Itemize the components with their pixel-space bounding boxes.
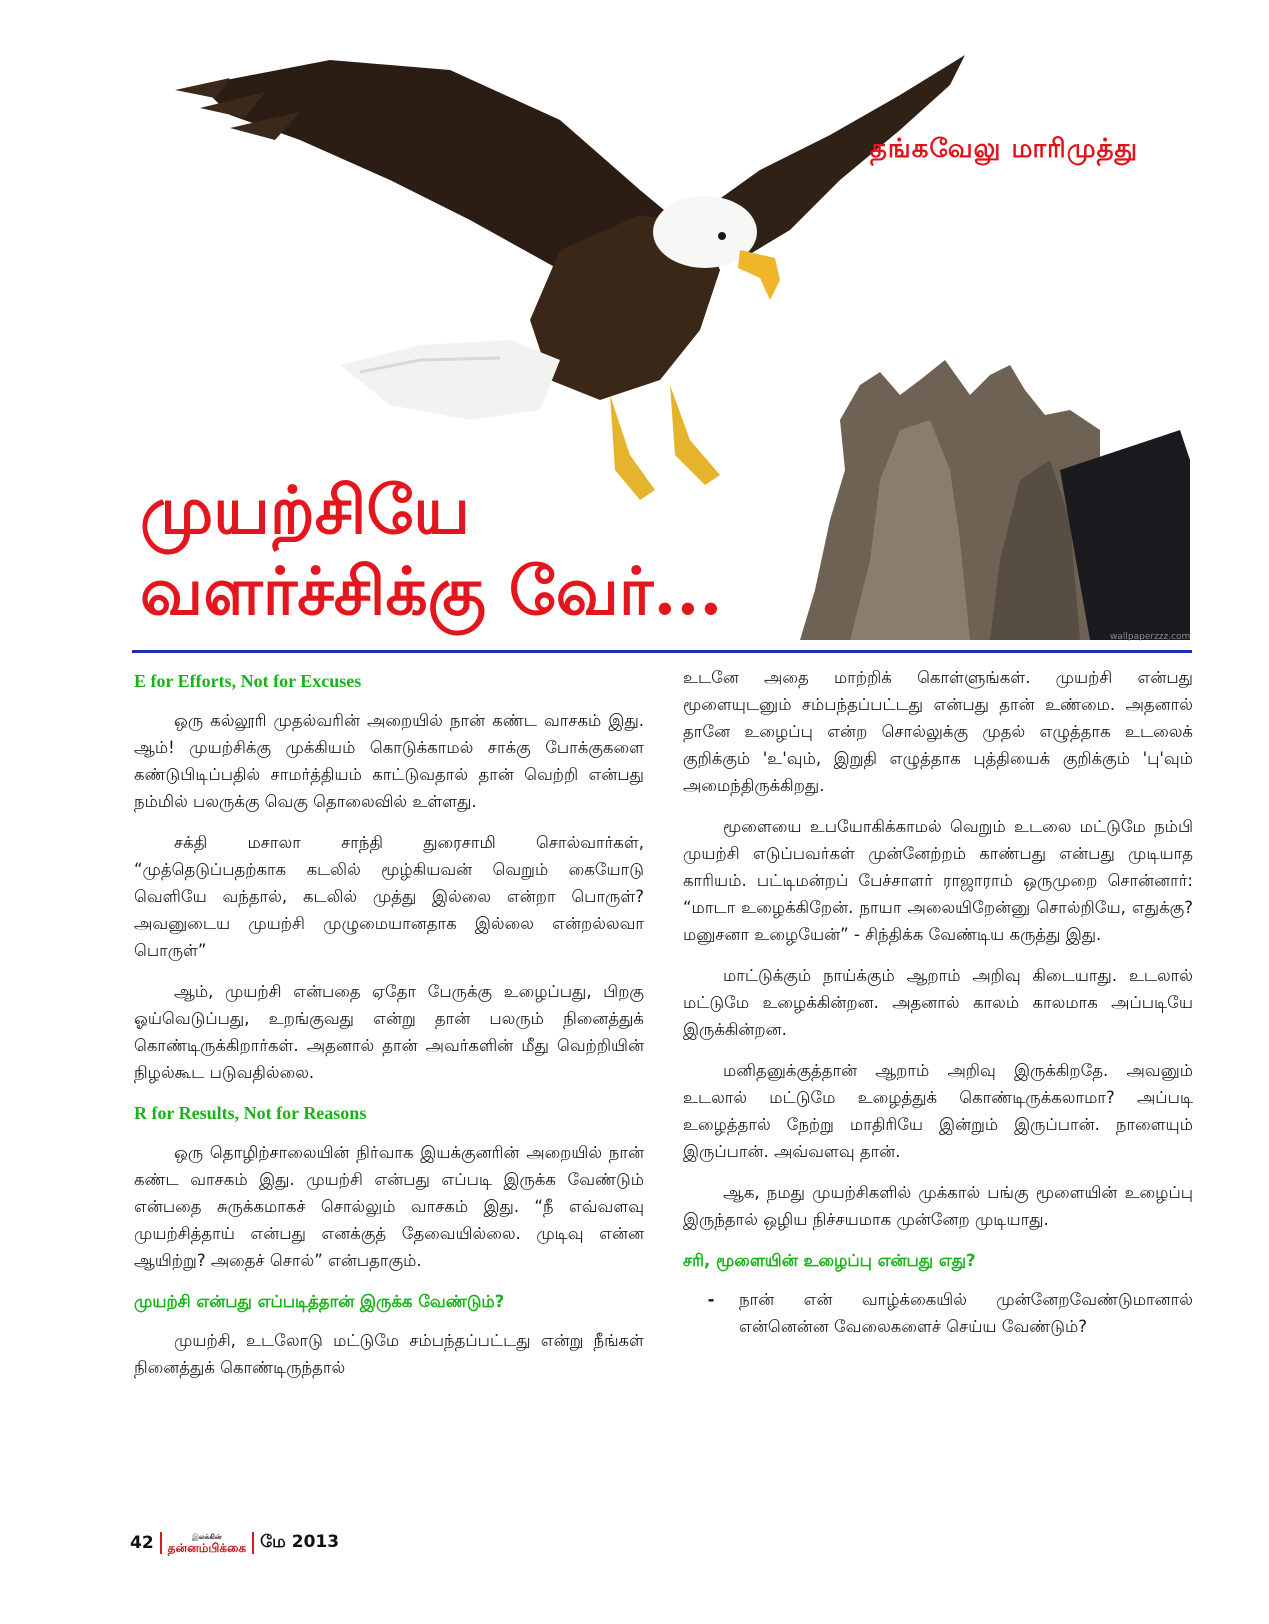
footer-divider: [252, 1532, 254, 1554]
subheading-efforts: E for Efforts, Not for Excuses: [134, 671, 362, 691]
tree-stump: [800, 360, 1190, 640]
title-divider: [132, 650, 1192, 653]
magazine-name: தன்னம்பிக்கை: [167, 1541, 247, 1555]
subheading-brain-work: சரி, மூளையின் உழைப்பு என்பது எது?: [683, 1251, 976, 1270]
bullet-dash: -: [707, 1290, 715, 1309]
paragraph: உடனே அதை மாற்றிக் கொள்ளுங்கள். முயற்சி என்பது மூளையுடனும் சம்பந்தப்பட்டது என்பது தான் உண்மை. அதனால் தானே உழைப்பு என்ற சொல்லுக்கு முதல் எழுத்தாக உடலைக் குறிக்கும் 'உ'வும், இறுதி எழுத்தாக புத்தியைக் குறிக்கும் 'பு'வும் அமைந்திருக்கிறது.: [683, 668, 1193, 795]
issue-date: மே 2013: [260, 1532, 340, 1552]
paragraph: ஆக, நமது முயற்சிகளில் முக்கால் பங்கு மூளையின் உழைப்பு இருந்தால் ஒழிய நிச்சயமாக முன்னேற முடியாது.: [683, 1183, 1193, 1229]
paragraph: மாட்டுக்கும் நாய்க்கும் ஆறாம் அறிவு கிடையாது. உடலால் மட்டுமே உழைக்கின்றன. அதனால் காலம் காலமாக அப்படியே இருக்கின்றன.: [683, 966, 1193, 1039]
paragraph: ஆம், முயற்சி என்பதை ஏதோ பேருக்கு உழைப்பது, பிறகு ஓய்வெடுப்பது, உறங்குவது என்று தான் பலரும் நினைத்துக் கொண்டிருக்கிறார்கள். அதனால் தான் அவர்களின் மீது வெற்றியின் நிழல்கூட படுவதில்லை.: [134, 982, 644, 1082]
subheading-question: முயற்சி என்பது எப்படித்தான் இருக்க வேண்டும்?: [134, 1292, 505, 1311]
paragraph: சக்தி மசாலா சாந்தி துரைசாமி சொல்வார்கள், “முத்தெடுப்பதற்காக கடலில் மூழ்கியவன் வெறும் கையோடு வெளியே வந்தால், கடலில் முத்து இல்லை என்றா பொருள்? அவனுடைய முயற்சி முழுமையானதாக இல்லை என்றல்லவா பொருள்”: [134, 833, 644, 960]
author-name: தங்கவேலு மாரிமுத்து: [870, 134, 1139, 164]
paragraph: ஒரு தொழிற்சாலையின் நிர்வாக இயக்குனரின் அறையில் நான் கண்ட வாசகம் இது. முயற்சி என்பது எப்படி இருக்க வேண்டும் என்பதை சுருக்கமாகச் சொல்லும் வாசகம் இது. “நீ எவ்வளவு முயற்சித்தாய் என்பது எனக்குத் தேவையில்லை. முடிவு என்ன ஆயிற்று? அதைச் சொல்” என்பதாகும்.: [134, 1143, 644, 1270]
paragraph: மூளையை உபயோகிக்காமல் வெறும் உடலை மட்டுமே நம்பி முயற்சி எடுப்பவர்கள் முன்னேற்றம் காண்பது என்பது முடியாத காரியம். பட்டிமன்றப் பேச்சாளர் ராஜாராம் ஒருமுறை சொன்னார்: “மாடா உழைக்கிறேன். நாயா அலையிறேன்னு சொல்றியே, எதுக்கு? மனுசனா உழையேன்” - சிந்திக்க வேண்டிய கருத்து இது.: [683, 817, 1193, 944]
magazine-logo: [168, 1532, 246, 1554]
hero-image: [0, 0, 1269, 660]
paragraph: முயற்சி, உடலோடு மட்டுமே சம்பந்தப்பட்டது என்று நீங்கள் நினைத்துக் கொண்டிருந்தால்: [134, 1331, 644, 1377]
page-number: 42: [130, 1533, 154, 1553]
title-line-1: முயற்சியே: [140, 471, 470, 549]
left-column: [134, 664, 644, 1395]
bullet-item: [683, 1286, 1193, 1340]
footer-divider: [160, 1532, 162, 1554]
image-credit: wallpaperzzz.com: [1110, 632, 1191, 642]
bullet-text: நான் என் வாழ்க்கையில் முன்னேறவேண்டுமானால் என்னென்ன வேலைகளைச் செய்ய வேண்டும்?: [739, 1290, 1193, 1336]
title-line-2: வளர்ச்சிக்கு வேர்...: [140, 551, 723, 630]
right-column: [683, 664, 1193, 1340]
magazine-logo-small: இலக்கின்: [192, 1533, 222, 1541]
page-footer: [130, 1532, 339, 1554]
paragraph: மனிதனுக்குத்தான் ஆறாம் அறிவு இருக்கிறதே. அவனும் உடலால் மட்டுமே உழைத்துக் கொண்டிருக்கலாமா? அப்படி உழைத்தால் நேற்று மாதிரியே இன்றும் இருப்பான். நாளையும் இருப்பான். அவ்வளவு தான்.: [683, 1061, 1193, 1161]
paragraph: ஒரு கல்லூரி முதல்வரின் அறையில் நான் கண்ட வாசகம் இது. ஆம்! முயற்சிக்கு முக்கியம் கொடுக்காமல் சாக்கு போக்குகளை கண்டுபிடிப்பதில் சாமர்த்தியம் காட்டுவதால் தான் வெற்றி என்பது நம்மில் பலருக்கு வெகு தொலைவில் உள்ளது.: [134, 711, 644, 811]
article-title: [140, 470, 722, 631]
subheading-results: R for Results, Not for Reasons: [134, 1103, 367, 1123]
